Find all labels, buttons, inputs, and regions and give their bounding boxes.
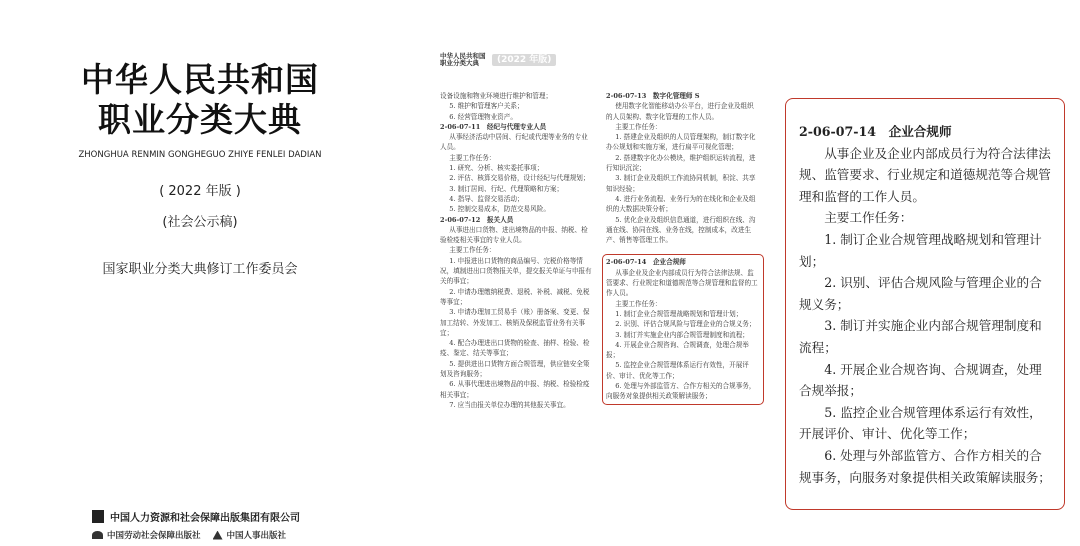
entry-line: 2. 申请办理缴纳税费、退税、补税、减税、免税等事宜； — [440, 287, 590, 306]
cover-version: ( 2022 年版 ) — [159, 184, 241, 199]
entry-line: 3. 制订企业及组织工作流协同机制，积淀、共享知识经验； — [606, 174, 756, 193]
publisher-logo-icon — [92, 510, 104, 523]
zoomed-entry — [785, 98, 1065, 510]
entry-line: 主要工作任务： — [449, 153, 496, 162]
publisher-name: 中国人力资源和社会保障出版集团有限公司 — [110, 513, 300, 524]
page-header — [440, 53, 556, 67]
entry-line: 主要工作任务： — [615, 299, 662, 308]
cover-title-line1: 中华人民共和国 — [81, 60, 319, 99]
cover-pinyin: ZHONGHUA RENMIN GONGHEGUO ZHIYE FENLEI DADIAN — [78, 150, 322, 160]
entry-line: 从事进出口货物、进出境物品的申报、纳税、检验检疫相关事宜的专业人员。 — [440, 225, 588, 245]
entry-line: 4. 指导、监督交易活动； — [449, 194, 524, 203]
entry-line: 3. 制订并实施企业内部合规管理制度和流程； — [615, 330, 749, 339]
highlighted-entry-box — [602, 254, 764, 404]
zoomed-entry-line: 4. 开展企业合规咨询、合规调查，处理合规举报； — [799, 361, 1042, 399]
entry-line: 1. 制订企业合规管理战略规划和管理计划； — [615, 309, 743, 318]
entry-line: 4. 开展企业合规咨询、合规调查，处理合规举报； — [606, 340, 749, 360]
entry-line: 2. 识别、评估合规风险与管理企业的合规义务； — [615, 320, 756, 329]
entry-line: 1. 搭建企业及组织的人员管理架构，制订数字化办公规划和实施方案，进行扁平可视化管理； — [606, 133, 756, 152]
page-column-left — [440, 91, 592, 410]
entry-line: 5. 提供进出口货物方面合规管理，供应链安全策划及咨询服务； — [440, 359, 590, 379]
entry-line: 1. 申报进出口货物的商品编号、完税价格等情况，填制进出口货物报关单，提交报关单证与申报有关的事宜； — [440, 256, 592, 286]
publisher-mark2-icon — [213, 531, 223, 540]
cover-subtitle: (社会公示稿) — [162, 215, 238, 230]
logo-item — [92, 529, 201, 541]
entry-line: 使用数字化智能移动办公平台，进行企业及组织的人员架构、数字化管理的工作人员。 — [606, 102, 754, 121]
entry-line: 6. 处理与外部监管方、合作方相关的合规事务，向服务对象提供相关政策解读服务； — [606, 382, 756, 401]
entry-line: 5. 维护和管理客户关系； — [449, 102, 524, 111]
entry-line: 5. 控制交易成本，防范交易风险。 — [449, 205, 550, 214]
zoomed-entry-title: 2-06-07-14 企业合规师 — [799, 124, 952, 139]
entry-line: 7. 应当由报关单位办理的其他报关事宜。 — [449, 400, 570, 409]
dictionary-page — [440, 53, 770, 543]
entry-line: 5. 优化企业及组织信息通道，进行组织在线、沟通在线、协同在线、业务在线，控制成本，改进生产、销售等管理工作。 — [606, 215, 756, 245]
logo1-text: 中国劳动社会保障出版社 — [107, 531, 201, 541]
page-column-right — [606, 91, 758, 405]
entry-line: 2. 搭建数字化办公模块，维护组织运转流程，进行知识沉淀； — [606, 153, 756, 173]
entry-line: 5. 监控企业合规管理体系运行有效性，开展评价、审计、优化等工作； — [606, 361, 749, 380]
zoomed-entry-line: 主要工作任务： — [824, 210, 913, 226]
page-header-name: 中华人民共和国 职业分类大典 — [440, 52, 486, 67]
zoomed-entry-line: 1. 制订企业合规管理战略规划和管理计划； — [799, 231, 1042, 269]
entry-line: 4. 配合办理进出口货物的检查、抽样、检验、检疫、鉴定、结关等事宜； — [440, 339, 590, 358]
entry-title: 2-06-07-12 报关人员 — [440, 215, 514, 224]
entry-line: 3. 申请办理加工贸易手（账）册备案、变更、保加工结转、外发加工、核销及保税监管业务有关事宜； — [440, 308, 590, 337]
publisher-mark-icon — [92, 531, 103, 539]
cover-title-line2: 职业分类大典 — [98, 100, 302, 139]
entry-line: 6. 从事代理进出境物品的申报、纳税、检验检疫相关事宜； — [440, 380, 590, 399]
entry-line: 6. 经营管理物业资产。 — [449, 112, 517, 121]
entry-line: 从事经济活动中居间、行纪或代理等业务的专业人员。 — [440, 133, 588, 152]
publisher-logos — [92, 529, 286, 541]
entry-line: 2. 评估、核算交易价格，设计经纪与代理规划； — [449, 174, 590, 183]
page-header-version: (2022 年版) — [492, 54, 556, 66]
publisher — [92, 509, 300, 524]
entry-line: 主要工作任务： — [615, 122, 662, 131]
zoomed-entry-line: 6. 处理与外部监管方、合作方相关的合规事务，向服务对象提供相关政策解读服务； — [799, 447, 1051, 485]
logo-item — [213, 529, 287, 541]
entry-line: 设备设施和物业环境进行维护和管理； — [440, 92, 553, 100]
entry-line: 从事企业及企业内部成员行为符合法律法规、监管要求、行业规定和道德规范等合规管理和监督的工作人员。 — [606, 268, 758, 298]
zoomed-entry-line: 3. 制订并实施企业内部合规管理制度和流程； — [799, 318, 1042, 355]
logo2-text: 中国人事出版社 — [226, 531, 287, 541]
cover-committee: 国家职业分类大典修订工作委员会 — [102, 262, 298, 277]
zoomed-entry-line: 2. 识别、评估合规风险与管理企业的合规义务； — [799, 275, 1042, 312]
zoomed-entry-line: 5. 监控企业合规管理体系运行有效性，开展评价、审计、优化等工作； — [799, 404, 1042, 442]
entry-line: 主要工作任务： — [449, 246, 496, 255]
zoomed-entry-line: 从事企业及企业内部成员行为符合法律法规、监管要求、行业规定和道德规范等合规管理和监督的工作人员。 — [799, 145, 1051, 204]
entry-title: 2-06-07-11 经纪与代理专业人员 — [440, 122, 547, 131]
entry-title: 2-06-07-14 企业合规师 — [606, 258, 686, 267]
entry-line: 4. 进行业务流程、业务行为的在线化和企业及组织的大数据决策分析； — [606, 194, 756, 214]
entry-line: 1. 研究、分析、核实委托事项； — [449, 164, 544, 173]
book-cover — [60, 60, 340, 277]
entry-title: 2-06-07-13 数字化管理师 S — [606, 92, 700, 100]
entry-line: 3. 制订居间、行纪、代理策略和方案； — [449, 184, 564, 193]
